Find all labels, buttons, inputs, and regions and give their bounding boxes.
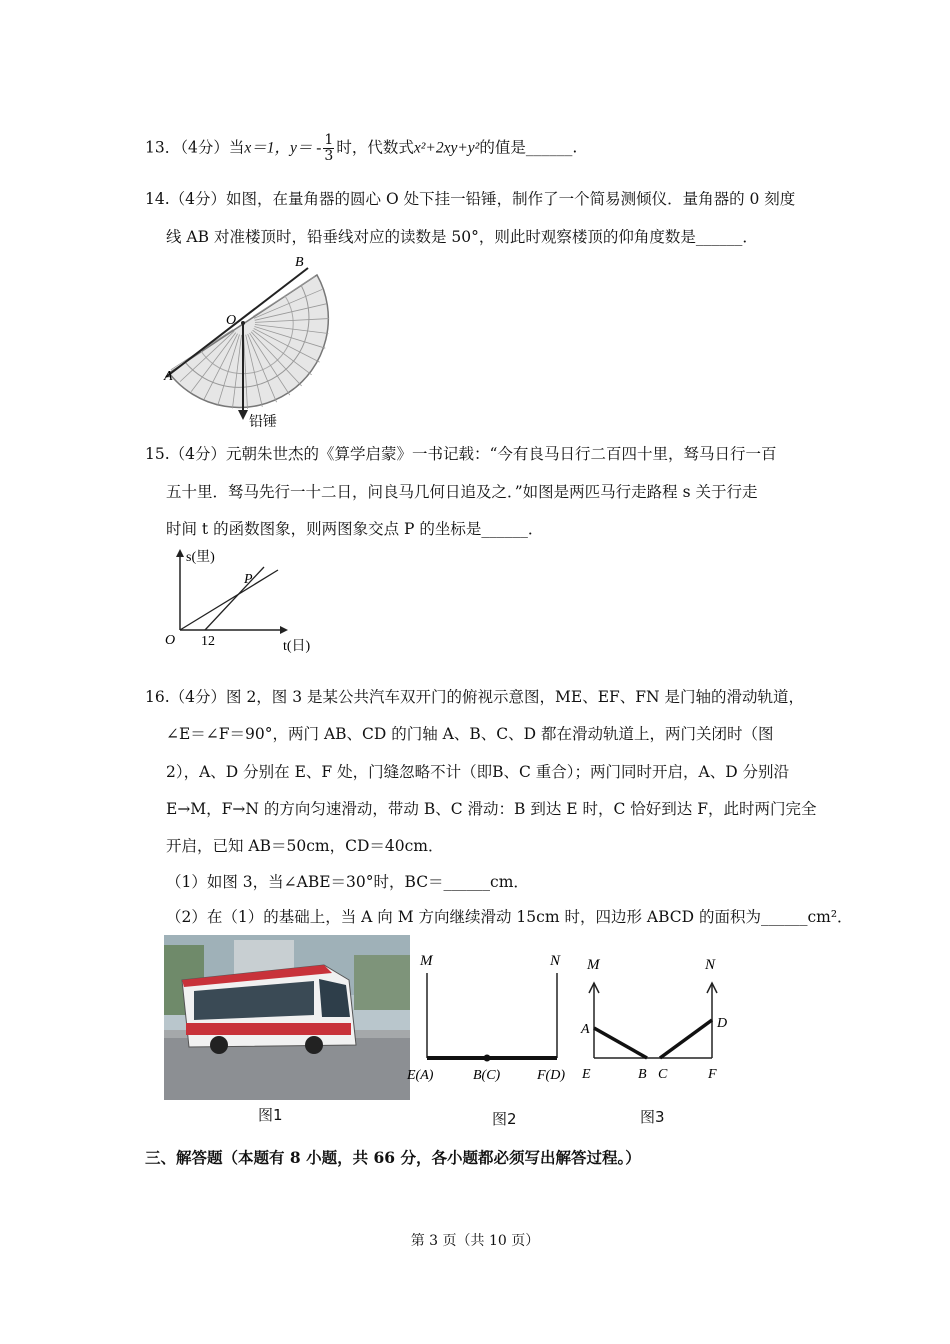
q13-x: x＝1， (244, 139, 290, 157)
protractor-figure (160, 250, 345, 430)
origin-label: O (165, 633, 176, 648)
fig2-m: M (420, 953, 433, 969)
label-o: O (226, 313, 237, 328)
x-axis-label: t(日) (283, 639, 311, 654)
fig3-n: N (705, 957, 716, 973)
section-heading: 三、解答题（本题有 8 小题，共 66 分，各小题都必须写出解答过程。） (145, 1148, 641, 1167)
fig3-c: C (658, 1067, 668, 1082)
frac-numerator: 1 (324, 132, 334, 148)
caption-fig1: 图1 (258, 1106, 283, 1124)
q13-end: . (572, 138, 578, 157)
fig3-b: B (638, 1067, 647, 1082)
door-ab (594, 1028, 647, 1058)
door-open-diagram (575, 945, 735, 1090)
q13-line (145, 133, 577, 164)
q13-y: y＝ - (289, 139, 322, 157)
fig2-bc: B(C) (473, 1068, 501, 1083)
plumb-arrow (238, 410, 248, 420)
q13-expr: x²+2xy+y² (413, 139, 480, 157)
q16-line4: E→M，F→N 的方向匀速滑动，带动 B、C 滑动：B 到达 E 时，C 恰好到达 F，此时两门完全 (166, 800, 817, 818)
fig3-a: A (581, 1022, 590, 1037)
caption-fig3: 图3 (640, 1108, 665, 1126)
frac-denominator: 3 (324, 148, 334, 164)
q15-line2: 五十里．驽马先行一十二日，问良马几何日追及之．”如图是两匹马行走路程 s 关于行走 (166, 483, 758, 501)
label-weight: 铅锤 (249, 415, 277, 430)
q13-prefix: 13．（4分）当 (145, 138, 245, 157)
q13-blank: ______ (525, 138, 573, 157)
fig2-ea: E(A) (407, 1068, 434, 1083)
bus (182, 965, 356, 1054)
door-cd (660, 1020, 712, 1058)
slow-horse-line (180, 570, 278, 630)
y-axis-label: s(里) (186, 550, 215, 565)
tick-12: 12 (201, 634, 215, 649)
caption-fig2: 图2 (492, 1110, 517, 1128)
q16-line3: 2），A、D 分别在 E、F 处，门缝忽略不计（即B、C 重合）；两门同时开启，A、D 分别沿 (166, 763, 790, 781)
q14-line2: 线 AB 对准楼顶时，铅垂线对应的读数是 50°，则此时观察楼顶的仰角度数是______． (166, 228, 758, 246)
q13-suffix: 的值是 (479, 138, 526, 157)
fig3-m: M (587, 957, 600, 973)
q16-line1: 16.（4分）图 2，图 3 是某公共汽车双开门的俯视示意图，ME、EF、FN 是门轴的滑动轨道， (145, 688, 805, 706)
q13-mid: 时，代数式 (336, 138, 414, 157)
q16-sub2: （2）在（1）的基础上，当 A 向 M 方向继续滑动 15cm 时，四边形 ABCD 的面积为______cm²． (166, 908, 853, 926)
fig3-f: F (708, 1067, 717, 1082)
label-a: A (164, 369, 173, 384)
fig3-d: D (717, 1016, 728, 1031)
q16-line5: 开启，已知 AB＝50cm，CD＝40cm． (166, 837, 444, 855)
fig2-fd: F(D) (537, 1068, 565, 1083)
q14-line1: 14.（4分）如图，在量角器的圆心 O 处下挂一铅锤，制作了一个简易测倾仪．量角器的 0 刻度 (145, 190, 796, 208)
fig3-e: E (582, 1067, 591, 1082)
bus-photo (164, 935, 410, 1100)
fast-horse-line (205, 567, 264, 630)
protractor (169, 275, 329, 409)
fig2-n: N (550, 953, 561, 969)
point-p: P (244, 572, 253, 587)
q13-fraction (323, 133, 334, 164)
q15-line3: 时间 t 的函数图象，则两图象交点 P 的坐标是______． (166, 520, 544, 538)
q16-sub1: （1）如图 3，当∠ABE＝30°时，BC＝______cm． (166, 873, 529, 891)
horse-graph (160, 545, 330, 660)
label-b: B (295, 255, 304, 270)
q16-line2: ∠E＝∠F＝90°，两门 AB、CD 的门轴 A、B、C、D 都在滑动轨道上，两门关闭时（图 (166, 725, 774, 743)
q15-line1: 15.（4分）元朝朱世杰的《算学启蒙》一书记载：“今有良马日行二百四十里，驽马日行一百 (145, 445, 777, 463)
door-closed-diagram (405, 945, 580, 1090)
page-footer: 第 3 页（共 10 页） (410, 1233, 540, 1249)
